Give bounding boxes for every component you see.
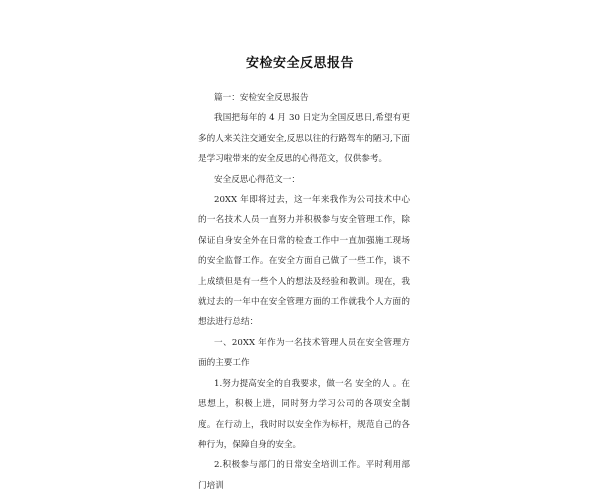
document-body xyxy=(198,88,410,496)
paragraph-item-1-1: 1.努力提高安全的自我要求，做一名 安全的人 。在思想上，积极上进，同时努力学习公司的各项安全制度。在行动上，我时时以安全作为标杆，规范自己的各种行为，保障自身的安全。 xyxy=(198,378,410,450)
paragraph-intro: 我国把每年的 4 月 30 日定为全国反思日,希望有更多的人来关注交通安全,反思以往的行路驾车的陋习,下面是学习啦带来的安全反思的心得范文，仅供参考。 xyxy=(198,113,410,165)
document-title: 安检安全反思报告 xyxy=(245,56,354,71)
paragraph-sample-label: 安全反思心得范文一： xyxy=(214,174,300,185)
section-heading: 篇一：安检安全反思报告 xyxy=(214,93,309,103)
paragraph-summary: 20XX 年即将过去，这一年来我作为公司技术中心的一名技术人员一直努力并积极参与安全管理工作，除保证自身安全外在日常的检查工作中一直加强施工现场的安全监督工作。在安全方面自己做了一些工作，谈不上成绩但是有一些个人的想法及经验和教训。现在，我就过去的一年中在安全管理方面的工作就我个人方面的想法进行总结： xyxy=(198,195,410,328)
paragraph-item-1-heading: 一、20XX 年作为一名技术管理人员在安全管理方面的主要工作 xyxy=(198,337,410,369)
paragraph-item-1-2: 2.积极参与部门的日常安全培训工作。平时利用部门培训 xyxy=(198,460,410,491)
